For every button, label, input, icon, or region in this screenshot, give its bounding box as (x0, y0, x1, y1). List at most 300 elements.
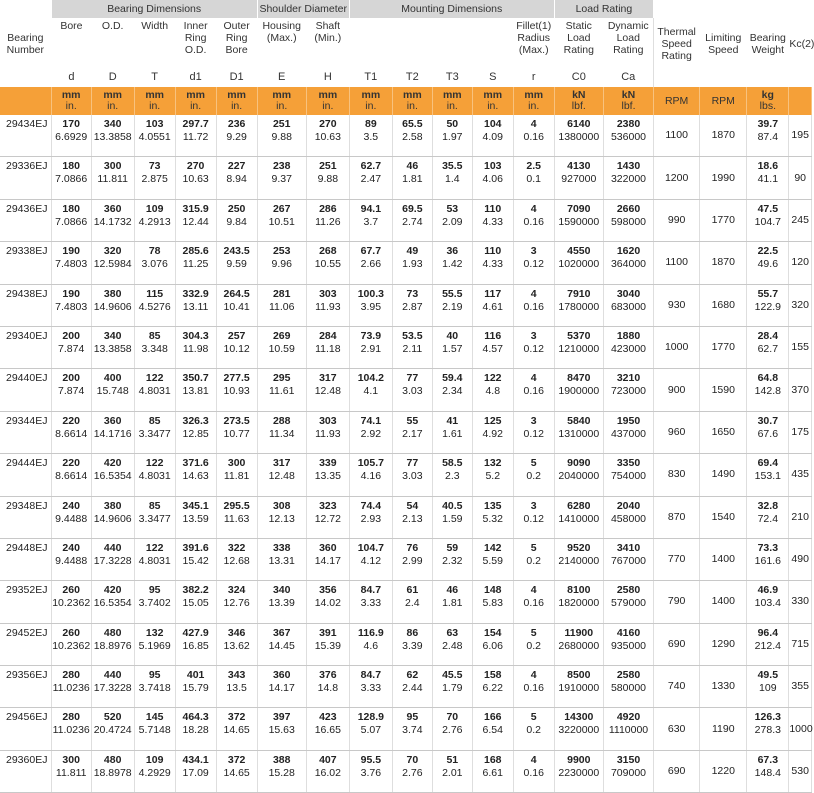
value-cell (472, 115, 513, 157)
weight-kg: 46.9 (757, 584, 779, 597)
value-cell (603, 708, 653, 750)
value-metric: 2660 (616, 202, 641, 215)
limiting-speed-cell: 1990 (700, 157, 747, 199)
value-metric: 295 (272, 372, 291, 385)
weight-cell (747, 326, 789, 368)
weight-lbs: 72.4 (757, 512, 779, 525)
value-metric: 4550 (567, 245, 591, 258)
value-cell (603, 623, 653, 665)
column-label: Static Load Rating (554, 18, 603, 66)
value-cell (472, 157, 513, 199)
value-cell (513, 115, 554, 157)
value-metric: 103 (483, 160, 502, 173)
limiting-speed-cell: 1770 (700, 326, 747, 368)
value-cell (91, 581, 134, 623)
value-metric: 253 (272, 245, 291, 258)
value-cell (306, 242, 349, 284)
weight-lbs: 41.1 (757, 173, 779, 186)
value-imperial: 12.5984 (93, 258, 132, 271)
weight-lbs: 142.8 (754, 385, 781, 398)
column-label: Inner Ring O.D. (175, 18, 216, 66)
value-imperial: 2.91 (360, 342, 382, 355)
value-metric: 73 (406, 287, 419, 300)
value-metric: 420 (103, 457, 122, 470)
value-imperial: 14.63 (182, 470, 209, 483)
unit-cell (51, 87, 91, 115)
value-imperial: 5.59 (482, 554, 503, 567)
thermal-speed-cell: 1100 (654, 115, 700, 157)
value-imperial: 536000 (610, 131, 647, 143)
value-cell (392, 454, 432, 496)
bearing-number-cell: 29336EJ (0, 157, 51, 199)
value-cell (513, 750, 554, 792)
kc-cell: 195 (789, 115, 812, 157)
value-metric: 464.3 (182, 711, 209, 724)
unit-secondary: in. (276, 100, 288, 112)
weight-lbs: 161.6 (754, 554, 781, 567)
value-metric: 440 (103, 541, 122, 554)
value-metric: 391.6 (182, 541, 209, 554)
value-metric: 480 (103, 753, 122, 766)
value-cell (51, 496, 91, 538)
value-metric: 2.5 (526, 160, 542, 173)
value-metric: 4920 (616, 711, 641, 724)
thermal-speed-cell: 830 (654, 454, 700, 496)
value-cell (91, 242, 134, 284)
value-cell (603, 284, 653, 326)
value-cell (349, 369, 392, 411)
kc-cell: 370 (789, 369, 812, 411)
value-imperial: 13.5 (226, 682, 247, 695)
kc-unit-blank (789, 87, 812, 115)
value-metric: 388 (272, 753, 291, 766)
value-metric: 3210 (616, 372, 641, 385)
value-imperial: 13.81 (182, 385, 209, 398)
value-cell (392, 496, 432, 538)
value-imperial: 423000 (610, 342, 647, 355)
weight-cell (747, 115, 789, 157)
value-cell (134, 496, 175, 538)
value-metric: 8500 (567, 669, 591, 682)
bearing-number-cell: 29436EJ (0, 199, 51, 241)
value-cell (554, 411, 603, 453)
value-cell (603, 411, 653, 453)
value-metric: 326.3 (182, 414, 209, 427)
value-metric: 285.6 (182, 245, 209, 258)
value-cell (349, 411, 392, 453)
value-imperial: 322000 (610, 173, 647, 186)
value-cell (349, 454, 392, 496)
bearing-number-cell: 29348EJ (0, 496, 51, 538)
value-metric: 303 (319, 414, 337, 427)
limiting-unit: RPM (700, 87, 747, 115)
value-metric: 3 (530, 245, 537, 258)
weight-kg: 47.5 (757, 202, 779, 215)
unit-secondary: in. (231, 100, 243, 112)
value-imperial: 11.34 (268, 427, 295, 440)
value-imperial: 20.4724 (93, 724, 132, 737)
column-symbol: T1 (349, 66, 392, 87)
value-imperial: 8.94 (226, 173, 247, 186)
value-imperial: 0.2 (526, 554, 542, 567)
mounting-dimensions-group: Mounting Dimensions (349, 0, 554, 18)
unit-cell (392, 87, 432, 115)
value-metric: 95.5 (360, 753, 382, 766)
value-cell (257, 496, 306, 538)
unit-primary: kN (572, 89, 586, 101)
weight-lbs: 49.6 (757, 258, 779, 271)
weight-lbs: 103.4 (754, 597, 781, 610)
value-cell (257, 454, 306, 496)
value-metric: 122 (145, 457, 164, 470)
value-imperial: 15.39 (314, 639, 341, 652)
value-metric: 380 (103, 287, 122, 300)
value-cell (392, 750, 432, 792)
value-cell (554, 496, 603, 538)
value-cell (134, 411, 175, 453)
value-imperial: 5.7148 (138, 724, 171, 737)
value-imperial: 3.3477 (138, 512, 171, 525)
value-imperial: 6.61 (482, 766, 503, 779)
value-cell (306, 157, 349, 199)
value-cell (554, 708, 603, 750)
value-cell (216, 708, 257, 750)
value-imperial: 16.85 (182, 639, 209, 652)
value-metric: 104.7 (357, 541, 384, 554)
value-metric: 74.4 (360, 499, 382, 512)
value-imperial: 10.63 (182, 173, 209, 186)
value-imperial: 2.17 (402, 427, 423, 440)
value-cell (513, 284, 554, 326)
value-cell (349, 666, 392, 708)
value-metric: 50 (446, 118, 459, 130)
value-imperial: 4.61 (482, 300, 503, 313)
value-cell (216, 581, 257, 623)
value-imperial: 2.76 (442, 724, 463, 737)
value-metric: 84.7 (360, 584, 382, 597)
value-metric: 135 (483, 499, 502, 512)
value-metric: 158 (483, 669, 502, 682)
weight-cell (747, 750, 789, 792)
value-cell (175, 199, 216, 241)
value-cell (175, 708, 216, 750)
value-metric: 250 (227, 202, 246, 215)
value-metric: 53 (446, 202, 459, 215)
value-cell (216, 326, 257, 368)
value-imperial: 15.42 (182, 554, 209, 567)
value-imperial: 0.2 (526, 724, 542, 737)
value-imperial: 598000 (610, 215, 647, 228)
value-cell (349, 623, 392, 665)
value-imperial: 3.03 (402, 470, 423, 483)
weight-unit-primary: kg (761, 89, 774, 101)
value-cell (91, 326, 134, 368)
value-cell (349, 708, 392, 750)
column-label: Outer Ring Bore (216, 18, 257, 66)
thermal-speed-cell: 900 (654, 369, 700, 411)
value-imperial: 4.16 (360, 470, 382, 483)
column-label (432, 18, 472, 66)
value-cell (603, 581, 653, 623)
bearing-number-cell: 29356EJ (0, 666, 51, 708)
weight-unit (747, 87, 789, 115)
value-cell (432, 750, 472, 792)
value-imperial: 1.61 (442, 427, 463, 440)
value-imperial: 1900000 (558, 385, 600, 398)
value-cell (51, 708, 91, 750)
value-cell (175, 369, 216, 411)
value-imperial: 5.1969 (138, 639, 171, 652)
column-symbol: D1 (216, 66, 257, 87)
value-cell (392, 623, 432, 665)
value-imperial: 17.09 (182, 766, 209, 779)
value-cell (306, 623, 349, 665)
value-imperial: 16.5354 (93, 597, 132, 610)
thermal-speed-cell: 960 (654, 411, 700, 453)
bearing-weight-header: Bearing Weight (747, 0, 789, 87)
value-metric: 3410 (616, 541, 641, 554)
value-cell (392, 708, 432, 750)
value-cell (432, 242, 472, 284)
value-cell (134, 581, 175, 623)
value-cell (432, 538, 472, 580)
value-imperial: 11.93 (315, 427, 341, 440)
value-imperial: 1590000 (558, 215, 600, 228)
value-imperial: 437000 (610, 427, 647, 440)
value-cell (349, 284, 392, 326)
unit-cell (257, 87, 306, 115)
weight-kg: 55.7 (757, 287, 779, 300)
weight-cell (747, 496, 789, 538)
value-metric: 122 (145, 372, 164, 385)
value-cell (257, 581, 306, 623)
value-imperial: 2.74 (402, 215, 423, 228)
value-cell (91, 708, 134, 750)
value-metric: 260 (62, 626, 80, 639)
value-metric: 5 (530, 626, 537, 639)
value-cell (91, 666, 134, 708)
value-cell (513, 623, 554, 665)
value-imperial: 10.41 (223, 300, 250, 313)
value-imperial: 10.2362 (52, 639, 91, 652)
value-metric: 340 (103, 118, 122, 130)
value-imperial: 0.2 (526, 470, 542, 483)
value-imperial: 1.97 (442, 131, 463, 143)
kc-cell: 1000 (789, 708, 812, 750)
value-imperial: 12.85 (182, 427, 209, 440)
weight-lbs: 87.4 (757, 131, 779, 143)
value-cell (472, 666, 513, 708)
value-imperial: 13.3858 (93, 131, 132, 143)
value-cell (513, 538, 554, 580)
value-cell (392, 538, 432, 580)
thermal-speed-cell: 1100 (654, 242, 700, 284)
value-metric: 3 (530, 329, 537, 342)
table-row (0, 538, 812, 580)
value-imperial: 18.8978 (93, 766, 132, 779)
value-imperial: 9.37 (271, 173, 292, 186)
unit-secondary: in. (406, 100, 418, 112)
limiting-speed-cell: 1650 (700, 411, 747, 453)
value-imperial: 1410000 (558, 512, 600, 525)
value-cell (349, 581, 392, 623)
unit-primary: mm (524, 89, 544, 101)
value-imperial: 17.3228 (93, 554, 132, 567)
value-metric: 4 (530, 202, 537, 215)
value-imperial: 3.7418 (138, 682, 171, 695)
kc-cell: 355 (789, 666, 812, 708)
weight-kg: 126.3 (754, 711, 781, 724)
weight-cell (747, 538, 789, 580)
value-imperial: 9.4488 (55, 554, 88, 567)
value-metric: 4160 (616, 626, 641, 639)
value-metric: 304.3 (182, 329, 209, 342)
value-metric: 116.9 (358, 626, 384, 639)
value-cell (306, 750, 349, 792)
value-imperial: 12.48 (268, 470, 295, 483)
value-cell (392, 369, 432, 411)
value-imperial: 0.16 (523, 597, 544, 610)
value-cell (91, 411, 134, 453)
value-imperial: 2.01 (442, 766, 463, 779)
value-cell (349, 750, 392, 792)
value-imperial: 11.811 (97, 173, 128, 186)
value-imperial: 15.28 (268, 766, 295, 779)
value-metric: 180 (62, 160, 80, 173)
value-cell (432, 411, 472, 453)
value-imperial: 754000 (610, 470, 647, 483)
kc-cell: 90 (789, 157, 812, 199)
value-metric: 257 (227, 329, 246, 342)
value-imperial: 10.55 (314, 258, 341, 271)
value-cell (472, 750, 513, 792)
value-cell (432, 496, 472, 538)
value-imperial: 1.42 (442, 258, 463, 271)
value-cell (432, 581, 472, 623)
unit-primary: mm (361, 89, 381, 101)
value-cell (513, 496, 554, 538)
value-imperial: 16.65 (314, 724, 341, 737)
value-imperial: 13.59 (182, 512, 209, 525)
value-metric: 3 (530, 499, 537, 512)
value-cell (257, 538, 306, 580)
value-metric: 332.9 (182, 287, 209, 300)
table-row (0, 115, 812, 157)
unit-primary: mm (318, 89, 338, 101)
value-cell (134, 538, 175, 580)
value-metric: 117 (484, 287, 502, 300)
value-cell (554, 666, 603, 708)
value-imperial: 458000 (610, 512, 647, 525)
value-cell (432, 369, 472, 411)
value-metric: 3150 (616, 753, 641, 766)
value-imperial: 0.16 (523, 131, 544, 143)
value-imperial: 10.51 (268, 215, 295, 228)
value-metric: 3350 (616, 457, 641, 470)
weight-lbs: 109 (759, 682, 777, 695)
value-imperial: 14.65 (223, 766, 250, 779)
value-imperial: 4.8031 (138, 554, 171, 567)
column-symbol: Ca (603, 66, 653, 87)
value-cell (257, 369, 306, 411)
value-metric: 35.5 (442, 160, 463, 173)
value-imperial: 11.18 (315, 342, 341, 355)
value-metric: 420 (103, 584, 122, 597)
value-cell (554, 581, 603, 623)
weight-cell (747, 157, 789, 199)
value-cell (257, 750, 306, 792)
value-cell (513, 666, 554, 708)
value-cell (51, 369, 91, 411)
value-cell (432, 708, 472, 750)
value-metric: 324 (227, 584, 246, 597)
weight-kg: 18.6 (757, 160, 779, 173)
value-imperial: 15.63 (268, 724, 295, 737)
value-cell (472, 623, 513, 665)
value-imperial: 12.68 (223, 554, 250, 567)
value-cell (134, 242, 175, 284)
value-cell (392, 326, 432, 368)
limiting-speed-cell: 1870 (700, 242, 747, 284)
column-label (349, 18, 392, 66)
value-cell (216, 369, 257, 411)
value-imperial: 1310000 (558, 427, 600, 440)
value-metric: 236 (227, 118, 246, 130)
value-metric: 360 (103, 202, 122, 215)
value-imperial: 4.1 (363, 385, 379, 398)
value-imperial: 3.74 (402, 724, 423, 737)
value-metric: 397 (272, 711, 291, 724)
unit-cell (91, 87, 134, 115)
weight-cell (747, 369, 789, 411)
value-metric: 59.4 (442, 372, 463, 385)
kc-cell: 330 (789, 581, 812, 623)
bearing-number-cell: 29448EJ (0, 538, 51, 580)
value-cell (472, 284, 513, 326)
value-metric: 9520 (567, 541, 591, 554)
value-metric: 7090 (567, 202, 591, 215)
value-metric: 62.7 (360, 160, 382, 173)
value-cell (554, 623, 603, 665)
value-imperial: 12.76 (223, 597, 250, 610)
weight-cell (747, 454, 789, 496)
value-cell (134, 199, 175, 241)
value-imperial: 11.06 (268, 300, 295, 313)
value-imperial: 1.4 (444, 173, 460, 186)
value-metric: 170 (62, 118, 80, 130)
value-imperial: 12.72 (314, 512, 341, 525)
value-cell (306, 666, 349, 708)
value-metric: 61 (406, 584, 419, 597)
value-cell (134, 115, 175, 157)
value-imperial: 0.12 (523, 258, 544, 271)
value-cell (603, 496, 653, 538)
value-imperial: 5.07 (360, 724, 382, 737)
value-cell (175, 326, 216, 368)
value-metric: 62 (406, 669, 419, 682)
value-imperial: 6.54 (482, 724, 503, 737)
value-imperial: 2.58 (402, 131, 423, 143)
weight-lbs: 148.4 (754, 766, 781, 779)
value-imperial: 2.87 (402, 300, 423, 313)
unit-primary: mm (103, 89, 123, 101)
value-imperial: 14.1716 (93, 427, 132, 440)
value-cell (392, 581, 432, 623)
value-cell (349, 157, 392, 199)
value-imperial: 3.95 (360, 300, 382, 313)
value-imperial: 580000 (610, 682, 647, 695)
value-metric: 376 (319, 669, 337, 682)
